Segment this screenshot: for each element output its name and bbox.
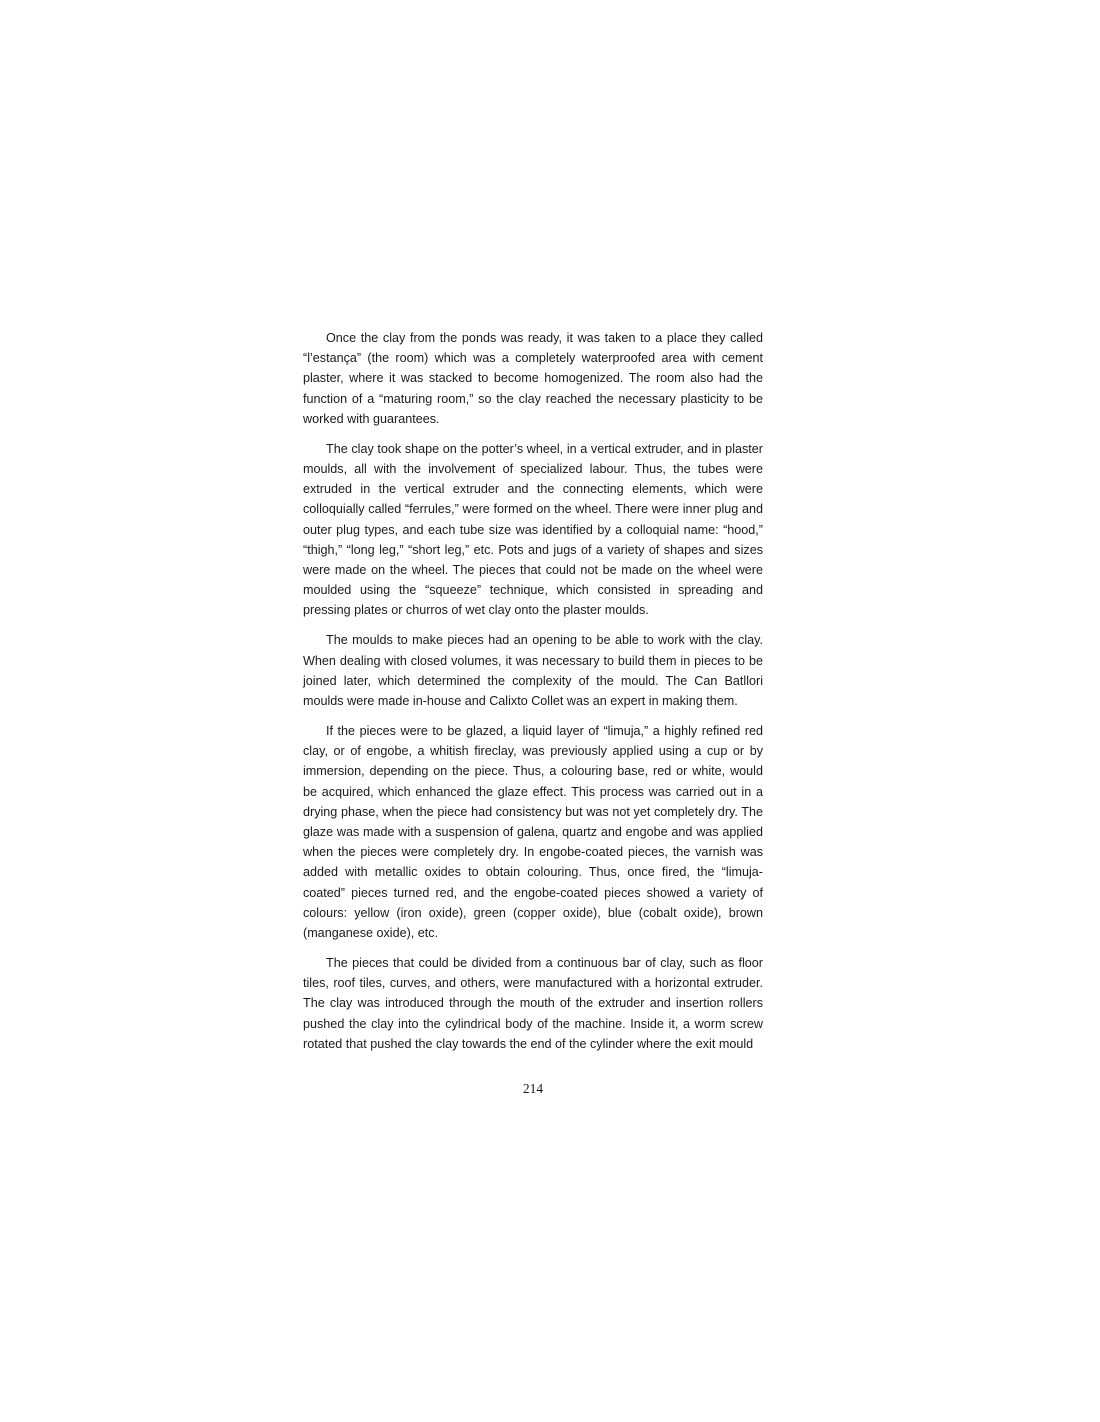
paragraph-moulds: The moulds to make pieces had an opening to be able to work with the clay. When dealing with closed volumes, it was necessary to build them in pieces to be joined later, which determined the complexity of the mould. The Can Batllori moulds were made in-house and Calixto Collet was an expert in making them.	[303, 633, 763, 709]
paragraph-glazing: If the pieces were to be glazed, a liquid layer of “limuja,” a highly refined red clay, or of engobe, a whitish fireclay, was previously applied using a cup or by immersion, depending on the piece. Thus, a colouring base, red or white, would be acquired, which enhanced the glaze effect. This process was carried out in a drying phase, when the piece had consistency but was not yet completely dry. The glaze was made with a suspension of galena, quartz and engobe and was applied when the pieces were completely dry. In engobe-coated pieces, the varnish was added with metallic oxides to obtain colouring. Thus, once fired, the “limuja-coated” pieces turned red, and the engobe-coated pieces showed a variety of colours: yellow (iron oxide), green (copper oxide), blue (cobalt oxide), brown (manganese oxide), etc.	[303, 724, 763, 941]
paragraph-potters-wheel: The clay took shape on the potter’s wheel, in a vertical extruder, and in plaster moulds, all with the involvement of specialized labour. Thus, the tubes were extruded in the vertical extruder and the connecting elements, which were colloquially called “ferrules,” were formed on the wheel. There were inner plug and outer plug types, and each tube size was identified by a colloquial name: “hood,” “thigh,” “long leg,” “short leg,” etc. Pots and jugs of a variety of shapes and sizes were made on the wheel. The pieces that could not be made on the wheel were moulded using the “squeeze” technique, which consisted in spreading and pressing plates or churros of wet clay onto the plaster moulds.	[303, 441, 763, 618]
page-number: 214	[522, 1081, 544, 1096]
body-text	[303, 328, 763, 1054]
paragraph-ponds-clay: Once the clay from the ponds was ready, it was taken to a place they called “l’estança” (the room) which was a completely waterproofed area with cement plaster, where it was stacked to become homogenized. The room also had the function of a “maturing room,” so the clay reached the necessary plasticity to be worked with guarantees.	[303, 331, 763, 426]
paragraph-horizontal-extruder: The pieces that could be divided from a continuous bar of clay, such as floor tiles, roof tiles, curves, and others, were manufactured with a horizontal extruder. The clay was introduced through the mouth of the extruder and insertion rollers pushed the clay into the cylindrical body of the machine. Inside it, a worm screw rotated that pushed the clay towards the end of the cylinder where the exit mould	[303, 956, 763, 1051]
